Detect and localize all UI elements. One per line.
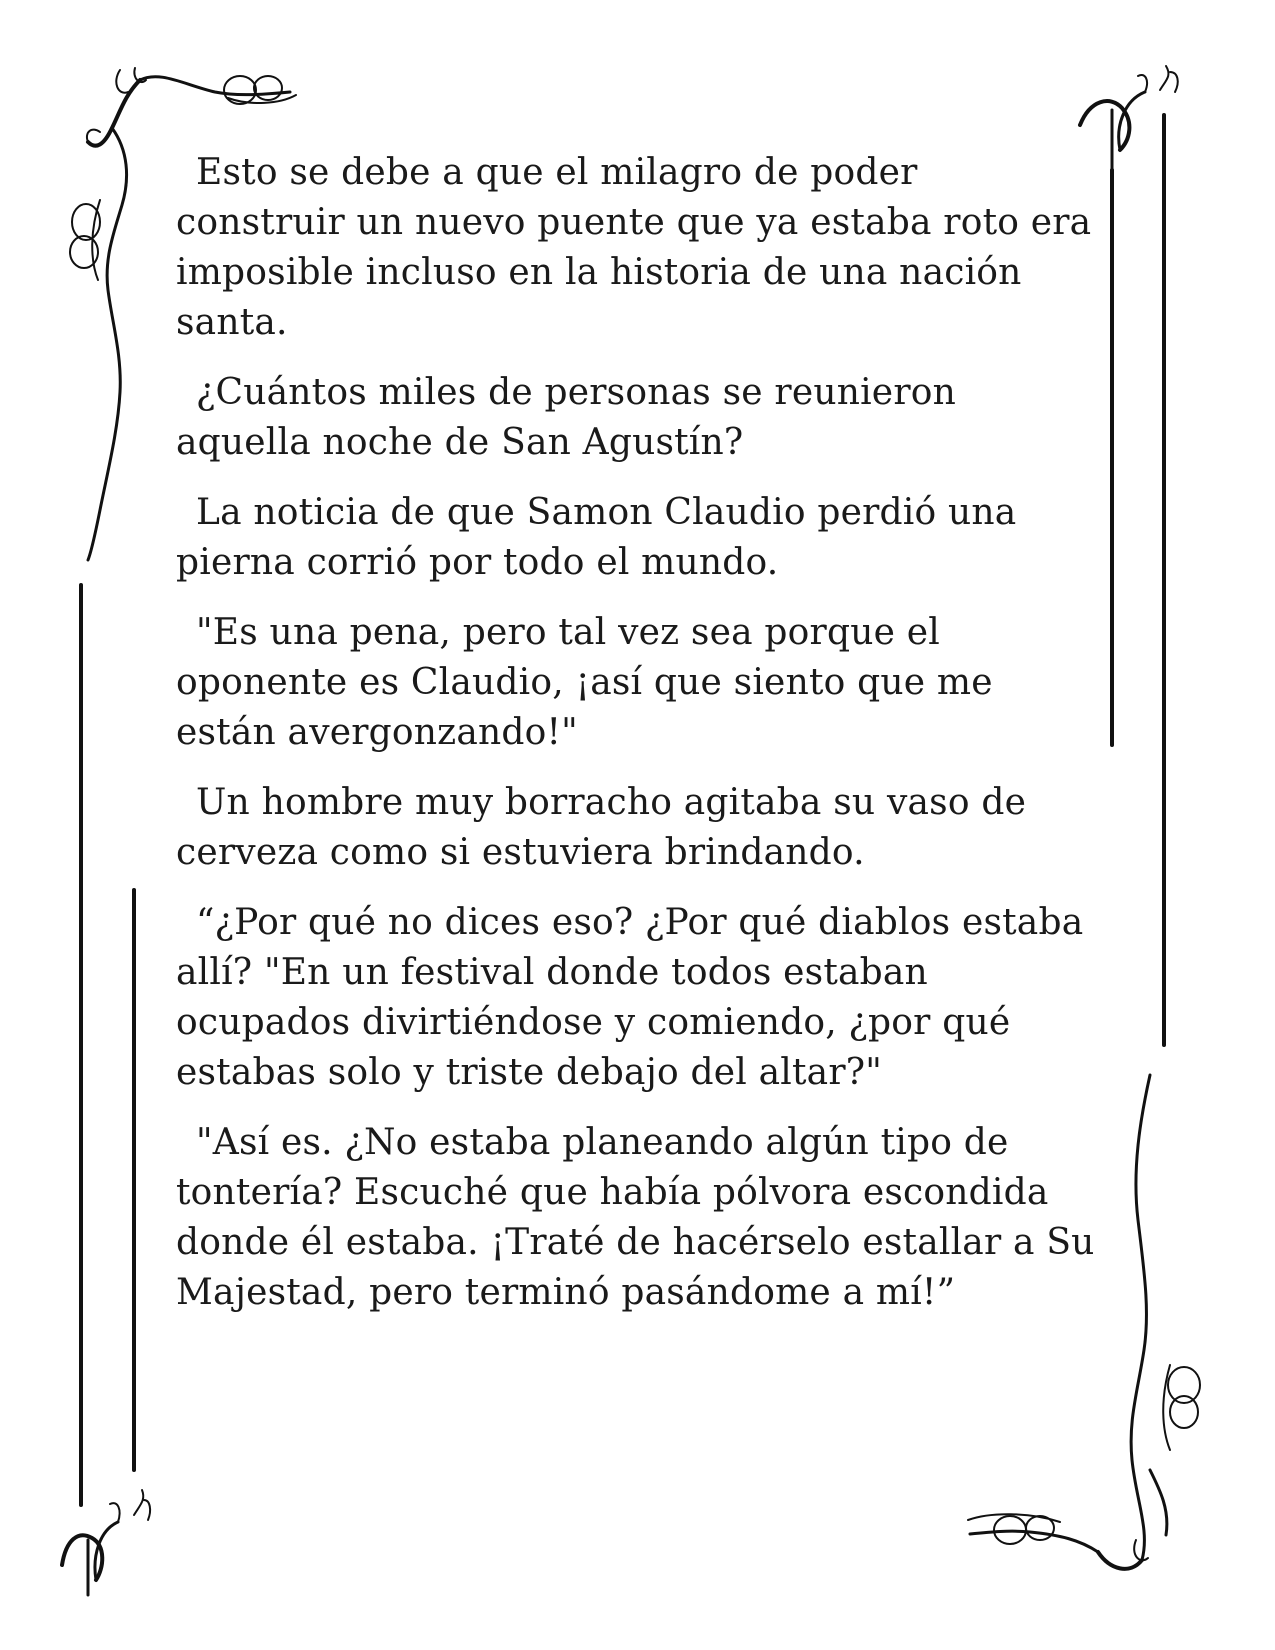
paragraph-6: “¿Por qué no dices eso? ¿Por qué diablos estaba allí? "En un festival donde todos estaban ocupados divirtiéndose y comiendo, ¿por qué estabas solo y triste debajo del altar?": [176, 902, 1084, 1093]
paragraph-3: La noticia de que Samon Claudio perdió una pierna corrió por todo el mundo.: [176, 492, 1017, 583]
paragraph-2: ¿Cuántos miles de personas se reunieron aquella noche de San Agustín?: [176, 372, 956, 463]
paragraph-4: "Es una pena, pero tal vez sea porque el oponente es Claudio, ¡así que siento que me están avergonzando!": [176, 612, 993, 753]
body-text: [176, 148, 1096, 1338]
paragraph-7: "Así es. ¿No estaba planeando algún tipo de tontería? Escuché que había pólvora escondida donde él estaba. ¡Traté de hacérselo estallar a Su Majestad, pero terminó pasándome a mí!”: [176, 1122, 1095, 1313]
paragraph-5: Un hombre muy borracho agitaba su vaso de cerveza como si estuviera brindando.: [176, 782, 1027, 873]
paragraph-1: Esto se debe a que el milagro de poder construir un nuevo puente que ya estaba roto era imposible incluso en la historia de una nación santa.: [176, 152, 1092, 343]
flourish-bottom-left-icon: [62, 1490, 150, 1595]
